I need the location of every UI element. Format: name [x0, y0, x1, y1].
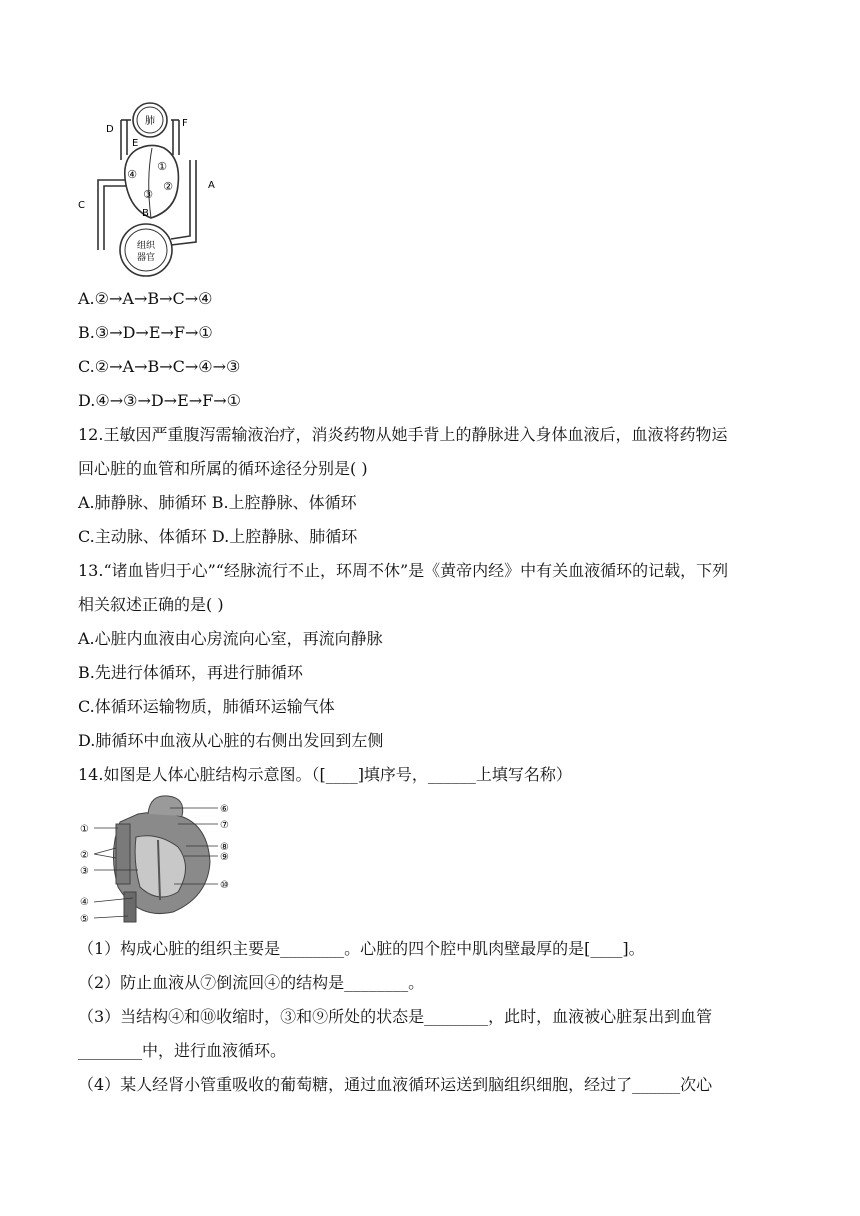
q13-option-d: D.肺循环中血液从心脏的右侧出发回到左侧: [78, 731, 384, 750]
heart-label-3: ③: [80, 866, 89, 877]
heart-label-9: ⑨: [220, 852, 229, 863]
q13-stem-line2: 相关叙述正确的是( ): [78, 595, 224, 614]
q11-option-c: C.②→A→B→C→④→③: [78, 357, 241, 376]
q12-stem-line2: 回心脏的血管和所属的循环途径分别是( ): [78, 459, 368, 478]
q11-option-d: D.④→③→D→E→F→①: [78, 391, 242, 410]
q11-option-b: B.③→D→E→F→①: [78, 323, 213, 342]
chamber-3: ③: [143, 188, 153, 201]
label-F: F: [182, 118, 188, 129]
heart-label-10: ⑩: [220, 880, 229, 891]
heart-label-6: ⑥: [220, 804, 229, 815]
q12-options-ab: A.肺静脉、肺循环 B.上腔静脉、体循环: [78, 493, 357, 512]
label-D: D: [106, 124, 114, 135]
organ-label-1: 组织: [136, 241, 156, 251]
q14-sub3-line2: ________中，进行血液循环。: [78, 1041, 287, 1060]
q14-stem: 14.如图是人体心脏结构示意图。（[____]填序号，______上填写名称）: [78, 765, 572, 784]
label-C: C: [78, 200, 85, 211]
q11-option-a: A.②→A→B→C→④: [78, 289, 213, 308]
q13-option-a: A.心脏内血液由心房流向心室，再流向静脉: [78, 629, 383, 648]
q14-sub4: （4）某人经肾小管重吸收的葡萄糖，通过血液循环运送到脑组织细胞，经过了______次心: [78, 1075, 713, 1094]
q12-stem-line1: 12.王敏因严重腹泻需输液治疗，消炎药物从她手背上的静脉进入身体血液后，血液将药物运: [78, 425, 728, 444]
q14-sub1: （1）构成心脏的组织主要是________。心脏的四个腔中肌肉壁最厚的是[____]。: [78, 939, 645, 958]
q14-sub3-line1: （3）当结构④和⑩收缩时，③和⑨所处的状态是________，此时，血液被心脏泵出到血管: [78, 1007, 713, 1026]
lung-label: 肺: [145, 116, 155, 127]
q13-stem-line1: 13.“诸血皆归于心”“经脉流行不止，环周不休”是《黄帝内经》中有关血液循环的记载，下列: [78, 561, 729, 580]
heart-label-4: ④: [80, 897, 89, 908]
q12-options-cd: C.主动脉、体循环 D.上腔静脉、肺循环: [78, 527, 358, 546]
label-B: B: [142, 208, 149, 219]
heart-label-8: ⑧: [220, 842, 229, 853]
heart-label-5: ⑤: [80, 914, 89, 925]
q13-option-b: B.先进行体循环，再进行肺循环: [78, 663, 303, 682]
heart-label-7: ⑦: [220, 820, 229, 831]
chamber-1: ①: [157, 160, 167, 173]
circulation-diagram: [76, 100, 226, 280]
chamber-4: ④: [127, 168, 137, 181]
heart-label-2: ②: [80, 850, 89, 861]
label-A: A: [208, 180, 215, 191]
chamber-2: ②: [163, 180, 173, 193]
heart-structure-diagram: [78, 792, 234, 926]
organ-label-2: 器官: [136, 253, 156, 263]
q14-sub2: （2）防止血液从⑦倒流回④的结构是________。: [78, 973, 425, 992]
heart-label-1: ①: [80, 824, 89, 835]
q13-option-c: C.体循环运输物质，肺循环运输气体: [78, 697, 335, 716]
label-E: E: [132, 138, 139, 149]
